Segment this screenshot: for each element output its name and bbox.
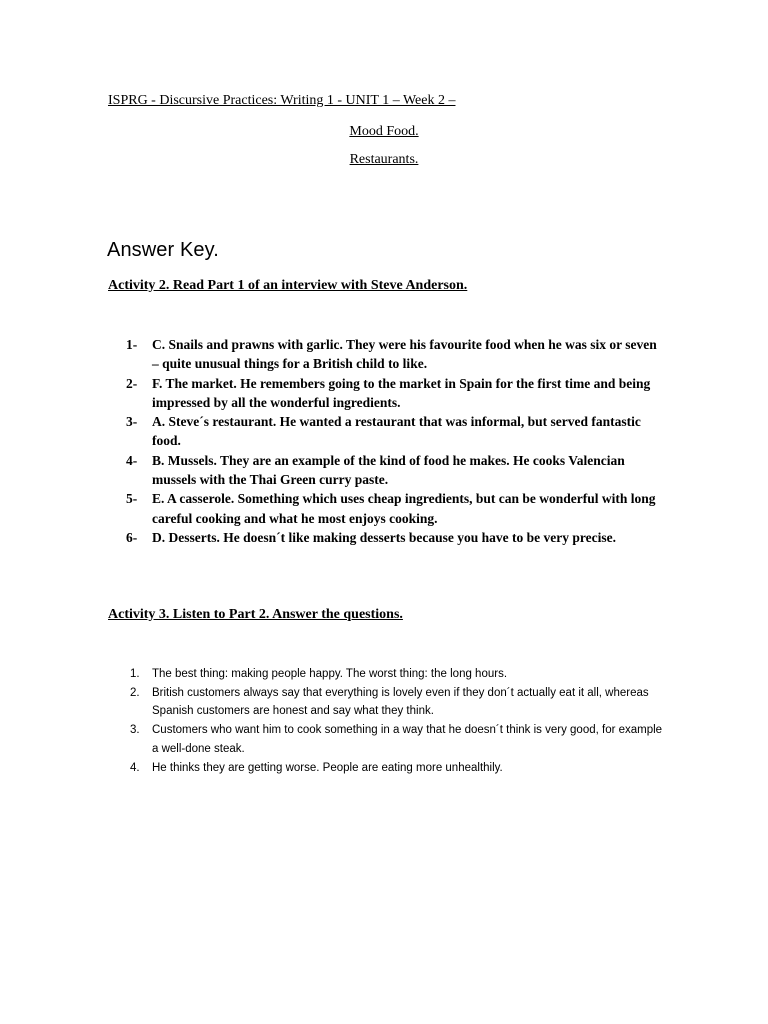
item-text: B. Mussels. They are an example of the kind of food he makes. He cooks Valencian mussels with the Thai Green curry paste.	[152, 452, 625, 488]
item-number: 4-	[126, 452, 138, 468]
item-text: A. Steve´s restaurant. He wanted a restaurant that was informal, but served fantastic food.	[152, 414, 641, 449]
list-item	[130, 721, 670, 758]
list-item	[126, 489, 666, 528]
item-number: 1-	[126, 337, 138, 352]
list-item	[130, 759, 670, 778]
subtitle-restaurants: Restaurants.	[349, 152, 419, 167]
item-number: 2-	[126, 375, 138, 391]
activity-2-answer-list	[126, 335, 666, 547]
activity-3-answer-list	[130, 665, 670, 777]
item-text: C. Snails and prawns with garlic. They were his favourite food when he was six or seven – quite unusual things for a British child to like.	[152, 337, 657, 372]
list-item	[126, 528, 666, 547]
list-item	[130, 684, 670, 721]
item-number: 3.	[130, 724, 140, 737]
list-item	[126, 335, 666, 374]
item-text: F. The market. He remembers going to the market in Spain for the first time and being impressed by all the wonderful ingredients.	[152, 375, 651, 410]
item-number: 5-	[126, 491, 138, 507]
item-text: He thinks they are getting worse. People are eating more unhealthily.	[152, 761, 503, 774]
list-item	[130, 665, 670, 684]
item-text: D. Desserts. He doesn´t like making desserts because you have to be very precise.	[152, 529, 616, 545]
course-header: ISPRG - Discursive Practices: Writing 1 - UNIT 1 – Week 2 –	[108, 93, 456, 108]
list-item	[126, 374, 666, 413]
list-item	[126, 412, 666, 451]
list-item	[126, 451, 666, 490]
item-text: Customers who want him to cook something in a way that he doesn´t think is very good, for example a well-done steak.	[152, 724, 663, 755]
activity-3-heading: Activity 3. Listen to Part 2. Answer the questions.	[108, 607, 403, 622]
item-number: 6-	[126, 529, 138, 545]
item-number: 4.	[130, 761, 140, 774]
item-text: E. A casserole. Something which uses cheap ingredients, but can be wonderful with long careful cooking and what he most enjoys cooking.	[152, 491, 656, 526]
answer-key-title: Answer Key.	[107, 239, 219, 261]
item-text: The best thing: making people happy. The worst thing: the long hours.	[152, 668, 508, 680]
item-number: 1.	[130, 668, 140, 680]
item-number: 2.	[130, 686, 140, 699]
activity-2-heading: Activity 2. Read Part 1 of an interview with Steve Anderson.	[108, 278, 468, 293]
item-number: 3-	[126, 414, 138, 430]
subtitle-mood-food: Mood Food.	[349, 124, 419, 139]
item-text: British customers always say that everything is lovely even if they don´t actually eat it all, whereas Spanish customers are honest and say what they think.	[152, 686, 649, 718]
